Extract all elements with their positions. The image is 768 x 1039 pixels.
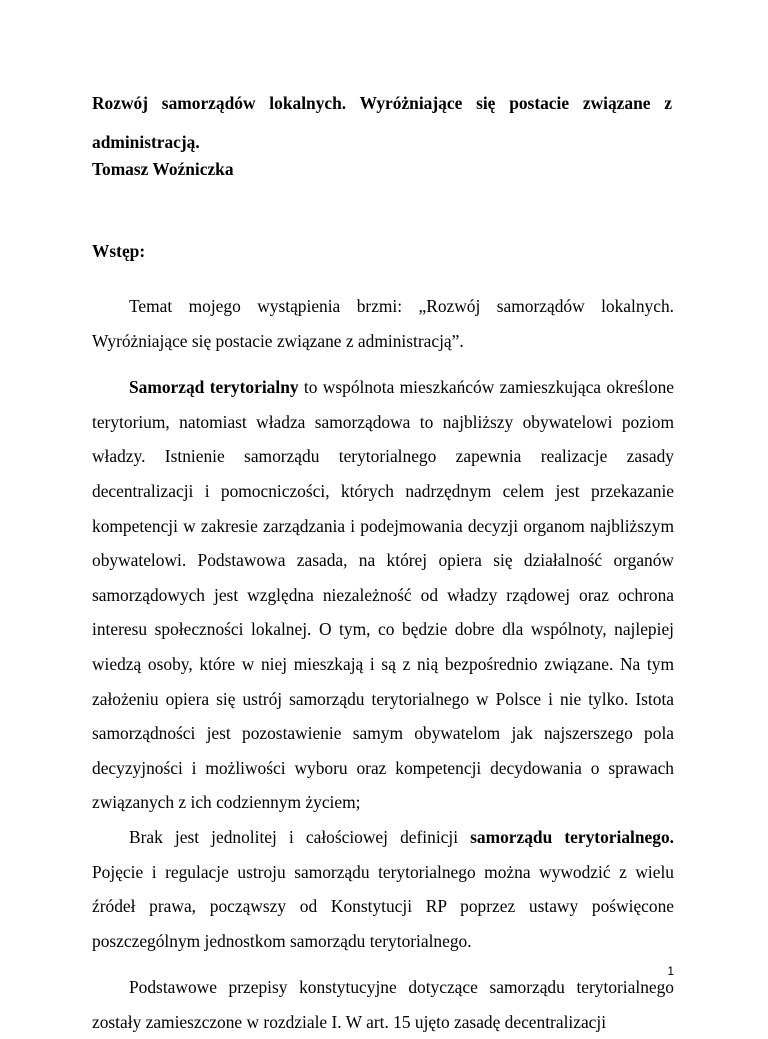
paragraph-3-trail-text: Pojęcie i regulacje ustroju samorządu terytorialnego można wywodzić z wielu źródeł prawa, począwszy od Konstytucji RP poprzez ustawy poświęcone poszczególnym jednostkom samorządu terytorialnego. — [92, 861, 674, 951]
paragraph-2-lead-bold: Samorząd terytorialny — [129, 377, 299, 398]
paragraph-3-text: Brak jest jednolitej i całościowej definicji — [129, 826, 471, 847]
paragraph-2-text: to wspólnota mieszkańców zamieszkująca określone terytorium, natomiast władza samorządowa to najbliższy obywatelowi poziom władzy. Istnienie samorządu terytorialnego zapewnia realizacje zasady decentralizacji i pomocniczości, których nadrzędnym celem jest przekazanie kompetencji w zakresie zarządzania i podejmowania decyzji organom najbliższym obywatelowi. Podstawowa zasada, na której opiera się działalność organów samorządowych jest względna niezależność od władzy rządowej oraz ochrona interesu społeczności lokalnej. O tym, co będzie dobre dla wspólnoty, najlepiej wiedzą osoby, które w niej mieszkają i są z nią bezpośrednio związane. Na tym założeniu opiera się ustrój samorządu terytorialnego w Polsce i nie tylko. Istota samorządności jest pozostawienie samym obywatelom jak najszerszego pola decyzyjności i możliwości wyboru oraz kompetencji decydowania o sprawach związanych z ich codziennym życiem; — [92, 377, 674, 813]
paragraph-3-bold-term: samorządu terytorialnego. — [470, 826, 675, 847]
document-body — [92, 289, 674, 1039]
paragraph-1 — [92, 289, 674, 358]
document-author: Tomasz Woźniczka — [92, 159, 234, 179]
page-number: 1 — [667, 964, 674, 978]
paragraph-4 — [92, 970, 674, 1039]
paragraph-2 — [92, 370, 674, 820]
paragraph-3 — [92, 820, 674, 958]
paragraph-4-text: Podstawowe przepisy konstytucyjne dotyczące samorządu terytorialnego zostały zamieszczone w rozdziale I. W art. 15 ujęto zasadę decentralizacji — [92, 977, 674, 1032]
paragraph-1-text: Temat mojego wystąpienia brzmi: „Rozwój samorządów lokalnych. Wyróżniające się postacie związane z administracją”. — [92, 296, 674, 351]
intro-heading: Wstęp: — [92, 241, 146, 261]
document-title: Rozwój samorządów lokalnych. Wyróżniające się postacie związane z administracją. — [92, 93, 672, 152]
